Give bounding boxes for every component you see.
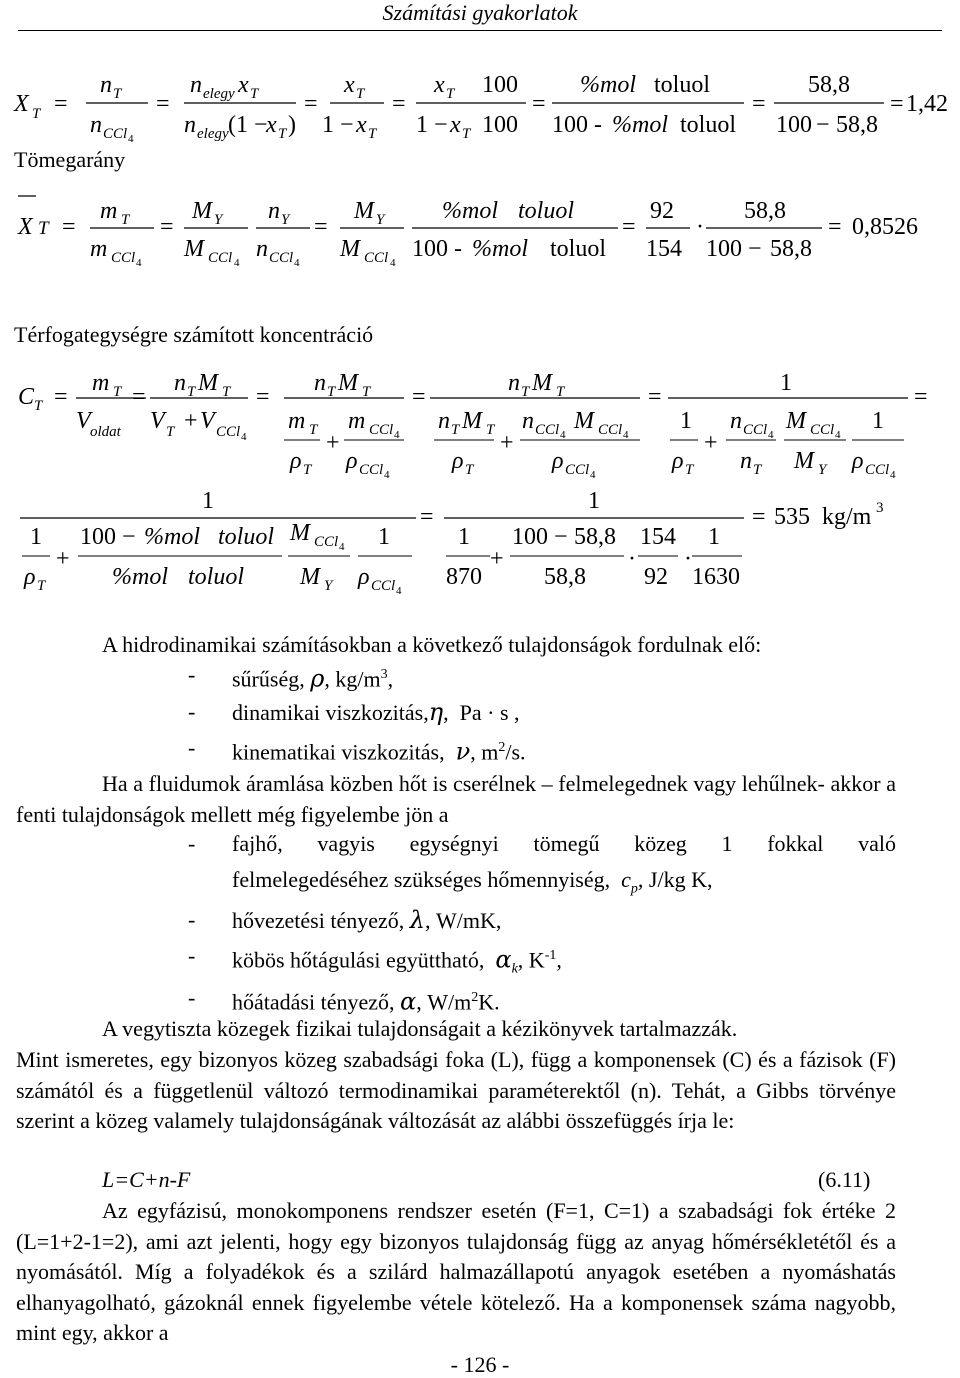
- svg-text:%mol: %mol: [472, 236, 528, 262]
- kin-visc-label: kinematikai viszkozitás,: [232, 739, 445, 765]
- svg-text:·: ·: [684, 546, 692, 572]
- nu-symbol: ν: [455, 737, 471, 766]
- svg-text:CCl: CCl: [111, 250, 136, 266]
- svg-text:CCl: CCl: [810, 422, 835, 438]
- svg-text:n: n: [268, 198, 280, 224]
- svg-text:x: x: [344, 72, 355, 98]
- svg-text:ρ: ρ: [24, 564, 36, 590]
- list-item-specific-heat-cont: felmelegedéséhez szükséges hőmennyiség, $c_p$, J/kg K,: [232, 867, 713, 897]
- svg-text:T: T: [486, 422, 495, 438]
- conductivity-label: hővezetési tényező,: [232, 908, 405, 933]
- svg-text:n: n: [314, 370, 326, 396]
- lambda-symbol: λ: [409, 906, 425, 934]
- svg-text:CCl: CCl: [598, 422, 623, 438]
- svg-text:4: 4: [294, 257, 300, 269]
- svg-text:·: ·: [628, 546, 636, 572]
- list-item-density: - sűrűség, ρ, $kg/m^3$,: [188, 662, 394, 693]
- svg-text:M: M: [300, 564, 320, 590]
- svg-text:M: M: [354, 198, 374, 224]
- conc-unit: kg/m: [822, 504, 872, 530]
- svg-text:=: =: [304, 91, 318, 117]
- svg-text:X: X: [18, 214, 33, 240]
- svg-text:T: T: [187, 384, 196, 400]
- conc-tol-bottom: 58,8: [544, 564, 586, 590]
- svg-text:=: =: [622, 214, 636, 240]
- svg-text:T: T: [38, 218, 49, 239]
- svg-text:ρ: ρ: [358, 564, 370, 590]
- svg-text:+: +: [704, 430, 718, 456]
- svg-text:n: n: [190, 72, 202, 98]
- equation-mass-ratio: [0, 188, 960, 272]
- svg-text:m: m: [100, 198, 118, 224]
- specific-heat-unit: , J/kg K,: [637, 867, 713, 892]
- svg-text:T: T: [465, 462, 474, 478]
- svg-text:(1 −: (1 −: [228, 112, 268, 138]
- mass-ratio-tol-top: 58,8: [744, 198, 786, 224]
- list-item-thermal-conductivity: - hővezetési tényező, λ, W/mK,: [188, 906, 502, 934]
- svg-text:CCl: CCl: [369, 422, 394, 438]
- svg-text:CCl: CCl: [371, 578, 396, 594]
- svg-text:M: M: [290, 520, 310, 546]
- svg-text:1 −: 1 −: [322, 112, 354, 138]
- svg-text:=: =: [256, 384, 270, 410]
- kin-visc-unit-end: /s.: [505, 739, 526, 765]
- svg-text:m: m: [90, 236, 108, 262]
- single-phase-paragraph: Az egyfázisú, monokomponens rendszer esetén (F=1, C=1) a szabadsági fok értéke 2 (L=1+2-1=2), ami azt jelenti, hogy egy bizonyos tulajdonság függ az anyag hőmérsékletétől és a nyomásától. Míg a folyadékok és a szilárd halmazállapotú anyagok esetében a nyomáshatás elhanyagolható, gázoknál ennek figyelembe vétele kötelező. Ha a komponensek száma nagyobb, mint egy, akkor a: [16, 1198, 896, 1346]
- svg-text:M: M: [192, 198, 212, 224]
- handbook-paragraph: A vegytiszta közegek fizikai tulajdonságait a kézikönyvek tartalmazzák.: [102, 1016, 738, 1041]
- page-number: - 126 -: [450, 1352, 510, 1377]
- mole-ratio-full-top: 100: [482, 72, 518, 98]
- svg-text:=: =: [648, 384, 662, 410]
- mole-ratio-result: 1,42: [906, 91, 948, 117]
- svg-text:−: −: [554, 524, 568, 550]
- svg-text:CCl: CCl: [565, 462, 590, 478]
- mass-ratio-mccl4: 154: [646, 236, 682, 262]
- svg-text:1: 1: [872, 408, 884, 434]
- svg-text:=: =: [156, 91, 170, 117]
- svg-text:CCl: CCl: [535, 422, 560, 438]
- kin-visc-unit: , m: [470, 739, 499, 765]
- mass-ratio-label: Tömegarány: [14, 147, 126, 172]
- gibbs-formula: L=C+n-F: [102, 1167, 191, 1192]
- list-item-expansion: - köbös hőtágulási együttható, $\alpha_k$, $K^{-1}$,: [188, 943, 562, 977]
- svg-text:T: T: [451, 422, 460, 438]
- svg-text:M: M: [340, 236, 360, 262]
- svg-text:n: n: [256, 236, 268, 262]
- svg-text:x: x: [266, 112, 277, 138]
- svg-text:ρ: ρ: [290, 448, 302, 474]
- svg-text:4: 4: [590, 469, 596, 481]
- svg-text:CCl: CCl: [865, 462, 890, 478]
- svg-text:4: 4: [241, 431, 247, 443]
- svg-text:4: 4: [835, 429, 841, 441]
- svg-text:V: V: [150, 408, 165, 434]
- svg-text:−: −: [816, 112, 830, 138]
- eta-symbol: η: [428, 698, 444, 726]
- heat-transfer-unit: , W/m: [416, 989, 472, 1015]
- svg-text:elegy: elegy: [197, 126, 229, 142]
- svg-text:−: −: [748, 236, 762, 262]
- svg-text:T: T: [222, 384, 231, 400]
- svg-text:CCl: CCl: [743, 422, 768, 438]
- svg-text:toluol: toluol: [654, 72, 711, 98]
- svg-text:CCl: CCl: [314, 534, 339, 550]
- svg-text:4: 4: [234, 257, 240, 269]
- mass-ratio-mt: 92: [650, 198, 674, 224]
- svg-text:T: T: [37, 578, 46, 594]
- svg-text:=: =: [532, 91, 546, 117]
- svg-text:=: =: [62, 214, 76, 240]
- list-item-heat-transfer: - hőátadási tényező, α, $W/m^2K$.: [188, 985, 500, 1016]
- equation-concentration-numeric: [0, 486, 960, 606]
- svg-text:n: n: [522, 408, 534, 434]
- svg-text:+: +: [490, 546, 504, 572]
- svg-text:%mol: %mol: [442, 198, 498, 224]
- svg-text:ρ: ρ: [672, 448, 684, 474]
- mole-ratio-tol-denom: 58,8: [836, 112, 878, 138]
- svg-text:%mol: %mol: [612, 112, 668, 138]
- svg-text:x: x: [356, 112, 367, 138]
- svg-text:%mol: %mol: [112, 564, 168, 590]
- list-item-kinematic-viscosity: - kinematikai viszkozitás, ν, $m^2/s$.: [188, 735, 526, 766]
- svg-text:T: T: [166, 424, 175, 440]
- svg-text:+: +: [500, 430, 514, 456]
- mass-ratio-tol-denom: 58,8: [770, 236, 812, 262]
- svg-text:+: +: [56, 546, 70, 572]
- specific-heat-line1: fajhő, vagyis egységnyi tömegű közeg 1 fokkal való: [232, 831, 896, 856]
- svg-text:=: =: [54, 91, 68, 117]
- svg-text:x: x: [434, 72, 445, 98]
- svg-text:4: 4: [136, 257, 142, 269]
- header-rule: [18, 30, 942, 31]
- svg-text:Y: Y: [324, 578, 333, 594]
- gibbs-paragraph: Mint ismeretes, egy bizonyos közeg szabadsági foka (L), függ a komponensek (C) és a fázisok (F) számától és a függetlenül változó termodinamikai paraméterektől (n). Tehát, a Gibbs törvénye szerint a közeg valamely tulajdonságának változását az alábbi összefüggés írja le:: [16, 1047, 896, 1134]
- svg-text:=: =: [890, 91, 904, 117]
- equation-concentration: [0, 366, 960, 486]
- svg-text:M: M: [786, 408, 806, 434]
- svg-text:M: M: [532, 370, 552, 396]
- svg-text:T: T: [556, 384, 565, 400]
- svg-text:Y: Y: [376, 212, 385, 228]
- svg-text:1: 1: [458, 524, 470, 550]
- running-header: Számítási gyakorlatok: [382, 0, 578, 25]
- svg-text:Y: Y: [281, 212, 290, 228]
- svg-text:T: T: [446, 86, 455, 102]
- svg-text:=: =: [392, 91, 406, 117]
- svg-text:T: T: [113, 86, 122, 102]
- svg-text:T: T: [303, 462, 312, 478]
- svg-text:4: 4: [339, 541, 345, 553]
- mass-ratio-result: 0,8526: [852, 214, 918, 240]
- conc-rho-ccl4: 1630: [692, 564, 740, 590]
- svg-text:·: ·: [696, 214, 704, 240]
- svg-text:CCl: CCl: [103, 126, 128, 142]
- mole-ratio-full-denom: 100: [776, 112, 812, 138]
- list-item-dynamic-viscosity: - dinamikai viszkozitás,η, Pa · s ,: [188, 698, 520, 726]
- svg-text:T: T: [356, 86, 365, 102]
- svg-text:1: 1: [708, 524, 720, 550]
- svg-text:M: M: [338, 370, 358, 396]
- svg-text:CCl: CCl: [269, 250, 294, 266]
- svg-text:%mol: %mol: [144, 524, 200, 550]
- svg-text:X: X: [14, 91, 29, 117]
- svg-text:m: m: [92, 370, 110, 396]
- svg-text:toluol: toluol: [218, 524, 275, 550]
- intro-paragraph: A hidrodinamikai számításokban a következő tulajdonságok fordulnak elő:: [102, 632, 762, 657]
- svg-text:n: n: [184, 112, 196, 138]
- svg-text:T: T: [753, 462, 762, 478]
- svg-text:V: V: [76, 408, 91, 434]
- svg-text:m: m: [348, 408, 366, 434]
- conc-full: 100: [512, 524, 548, 550]
- svg-text:M: M: [794, 448, 814, 474]
- svg-text:T: T: [521, 384, 530, 400]
- mass-ratio-full: 100: [706, 236, 742, 262]
- svg-text:CCl: CCl: [208, 250, 233, 266]
- list-item-specific-heat: - fajhő, vagyis egységnyi tömegű közeg 1 fokkal való: [188, 831, 896, 856]
- svg-text:1: 1: [378, 524, 390, 550]
- heat-intro-paragraph: Ha a fluidumok áramlása közben hőt is cserélnek – felmelegednek vagy lehűlnek- akkor a fenti tulajdonságok mellett még figyelembe jön a: [16, 771, 896, 827]
- svg-text:=: =: [132, 384, 146, 410]
- heat-transfer-label: hőátadási tényező,: [232, 989, 395, 1015]
- svg-text:M: M: [184, 236, 204, 262]
- mole-ratio-full-bottom: 100: [482, 112, 518, 138]
- svg-text:%mol: %mol: [580, 72, 636, 98]
- expansion-unit: , K: [517, 947, 545, 973]
- svg-text:4: 4: [396, 585, 402, 597]
- svg-text:4: 4: [128, 133, 134, 145]
- svg-text:=: =: [914, 384, 928, 410]
- svg-text:=: =: [828, 214, 842, 240]
- svg-text:=: =: [752, 504, 766, 530]
- svg-text:T: T: [462, 126, 471, 142]
- dyn-visc-label: dinamikai viszkozitás,: [232, 700, 429, 725]
- alpha-symbol: α: [400, 987, 417, 1016]
- svg-text:Y: Y: [818, 462, 827, 478]
- svg-text:1: 1: [680, 408, 692, 434]
- svg-text:1: 1: [202, 488, 214, 514]
- svg-text:n: n: [438, 408, 450, 434]
- svg-text:toluol: toluol: [550, 236, 607, 262]
- conc-mccl4: 154: [640, 524, 676, 550]
- svg-text:100 -: 100 -: [552, 112, 602, 138]
- svg-text:T: T: [121, 212, 130, 228]
- svg-text:1: 1: [780, 370, 792, 396]
- svg-text:ρ: ρ: [452, 448, 464, 474]
- svg-text:ρ: ρ: [852, 448, 864, 474]
- heat-transfer-unit-end: K.: [478, 989, 500, 1015]
- svg-text:100 -: 100 -: [412, 236, 462, 262]
- svg-text:3: 3: [876, 500, 884, 516]
- svg-text:T: T: [34, 398, 43, 414]
- svg-text:T: T: [113, 384, 122, 400]
- svg-text:ρ: ρ: [552, 448, 564, 474]
- svg-text:n: n: [174, 370, 186, 396]
- svg-text:): ): [288, 112, 296, 138]
- svg-text:=: =: [54, 384, 68, 410]
- expansion-label: köbös hőtágulási együttható,: [232, 947, 485, 973]
- equation-mole-ratio: [0, 66, 960, 146]
- svg-text:toluol: toluol: [518, 198, 575, 224]
- svg-text:+: +: [326, 430, 340, 456]
- density-unit: , kg/m: [324, 666, 381, 692]
- svg-text:ρ: ρ: [346, 448, 358, 474]
- svg-text:M: M: [574, 408, 594, 434]
- svg-text:1: 1: [30, 524, 42, 550]
- svg-text:T: T: [368, 126, 377, 142]
- svg-text:n: n: [508, 370, 520, 396]
- density-label: sűrűség,: [232, 666, 305, 692]
- svg-text:n: n: [740, 448, 752, 474]
- svg-text:T: T: [327, 384, 336, 400]
- svg-text:=: =: [160, 214, 174, 240]
- svg-text:n: n: [90, 112, 102, 138]
- svg-text:+: +: [184, 408, 198, 434]
- svg-text:x: x: [450, 112, 461, 138]
- svg-text:100 −: 100 −: [80, 524, 136, 550]
- svg-text:=: =: [420, 504, 434, 530]
- svg-text:4: 4: [890, 469, 896, 481]
- equation-number: (6.11): [818, 1167, 871, 1192]
- rho-symbol: ρ: [310, 664, 325, 693]
- conc-tol-top: 58,8: [574, 524, 616, 550]
- svg-text:Y: Y: [214, 212, 223, 228]
- svg-text:toluol: toluol: [188, 564, 245, 590]
- svg-text:toluol: toluol: [680, 112, 737, 138]
- svg-text:T: T: [685, 462, 694, 478]
- svg-text:n: n: [730, 408, 742, 434]
- svg-text:oldat: oldat: [90, 424, 121, 440]
- svg-text:V: V: [200, 408, 215, 434]
- svg-text:m: m: [288, 408, 306, 434]
- dyn-visc-unit: Pa · s ,: [459, 700, 520, 725]
- svg-text:4: 4: [390, 257, 396, 269]
- svg-text:M: M: [198, 370, 218, 396]
- svg-text:4: 4: [384, 469, 390, 481]
- conductivity-unit: , W/mK,: [424, 908, 502, 933]
- svg-text:CCl: CCl: [364, 250, 389, 266]
- svg-text:T: T: [250, 86, 259, 102]
- svg-text:4: 4: [768, 429, 774, 441]
- svg-text:CCl: CCl: [359, 462, 384, 478]
- svg-text:1 −: 1 −: [416, 112, 448, 138]
- svg-text:CCl: CCl: [216, 424, 241, 440]
- cp-symbol: c: [621, 867, 631, 892]
- volume-concentration-label: Térfogategységre számított koncentráció: [14, 322, 374, 347]
- svg-text:x: x: [238, 72, 249, 98]
- svg-text:M: M: [462, 408, 482, 434]
- svg-text:T: T: [32, 106, 41, 122]
- svg-text:=: =: [412, 384, 426, 410]
- svg-text:1: 1: [588, 488, 600, 514]
- svg-text:4: 4: [623, 429, 629, 441]
- svg-text:T: T: [278, 126, 287, 142]
- svg-text:=: =: [314, 214, 328, 240]
- conc-mt: 92: [644, 564, 668, 590]
- svg-text:T: T: [362, 384, 371, 400]
- conc-rho-t: 870: [446, 564, 482, 590]
- svg-text:C: C: [18, 384, 35, 410]
- svg-text:elegy: elegy: [203, 86, 235, 102]
- alpha-k-symbol: α: [495, 945, 512, 974]
- svg-text:4: 4: [394, 429, 400, 441]
- specific-heat-line2: felmelegedéséhez szükséges hőmennyiség,: [232, 867, 611, 892]
- mole-ratio-tol-top: 58,8: [808, 72, 850, 98]
- svg-text:=: =: [752, 91, 766, 117]
- svg-text:n: n: [100, 72, 112, 98]
- svg-text:T: T: [309, 422, 318, 438]
- svg-text:4: 4: [560, 429, 566, 441]
- conc-result: 535: [774, 504, 810, 530]
